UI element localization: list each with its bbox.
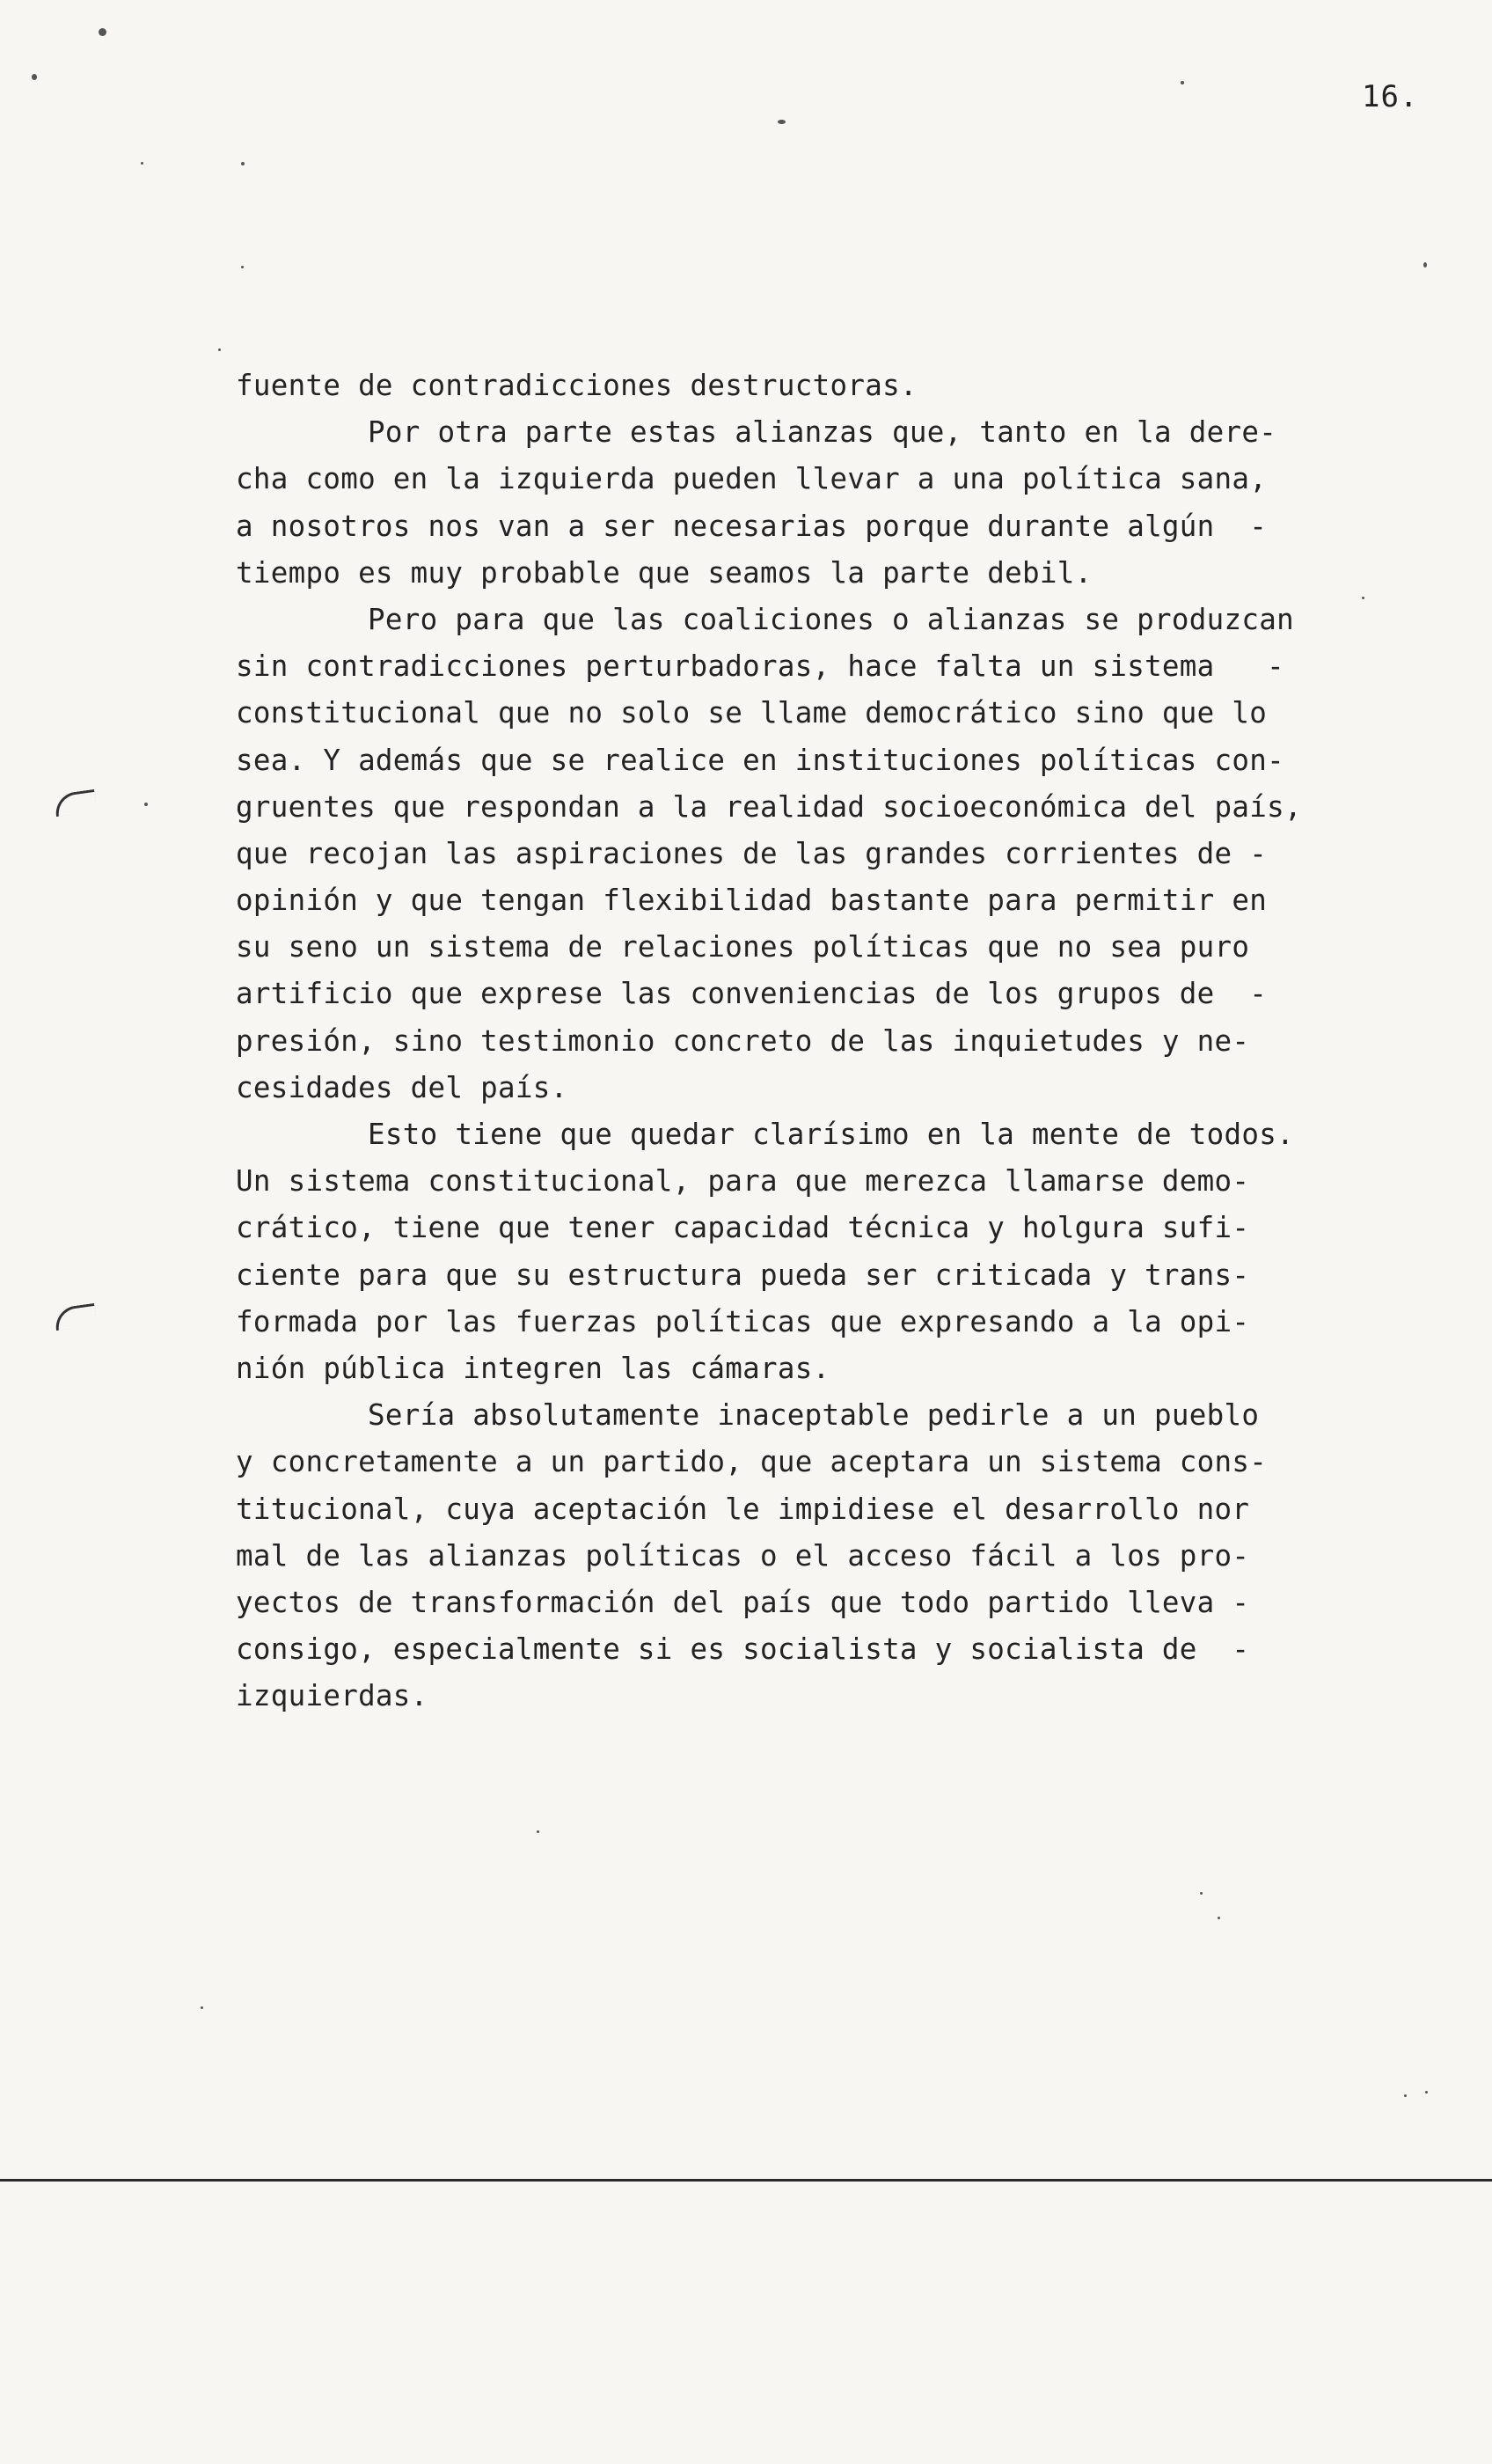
text-line: izquierdas.: [236, 1679, 428, 1713]
text-line: formada por las fuerzas políticas que expresando a la opi-: [236, 1304, 1250, 1338]
scan-speck: [241, 162, 245, 165]
body-text: [236, 363, 1379, 1720]
scan-speck: [537, 1830, 539, 1833]
paragraph: [236, 363, 1379, 409]
text-line: consigo, especialmente si es socialista y socialista de -: [236, 1632, 1250, 1667]
scan-speck: [1218, 1917, 1220, 1919]
scan-speck: [141, 162, 143, 165]
text-line: nión pública integren las cámaras.: [236, 1351, 830, 1385]
margin-mark: [53, 789, 97, 817]
scan-speck: [32, 74, 37, 80]
text-line: crático, tiene que tener capacidad técnica y holgura sufi-: [236, 1211, 1250, 1245]
text-line: artificio que exprese las conveniencias de los grupos de -: [236, 977, 1268, 1011]
text-line: sea. Y además que se realice en instituciones políticas con-: [236, 743, 1284, 777]
text-line: cesidades del país.: [236, 1070, 568, 1104]
scan-speck: [1404, 2094, 1407, 2097]
text-line: Un sistema constitucional, para que merezca llamarse demo-: [236, 1164, 1250, 1199]
scan-speck: [144, 803, 148, 806]
text-line: cha como en la izquierda pueden llevar a una política sana,: [236, 462, 1268, 496]
text-line: gruentes que respondan a la realidad socioeconómica del país,: [236, 789, 1302, 824]
text-line: opinión y que tengan flexibilidad bastante para permitir en: [236, 884, 1268, 918]
scan-speck: [99, 28, 106, 36]
text-line: ciente para que su estructura pueda ser criticada y trans-: [236, 1258, 1250, 1292]
text-line: Pero para que las coaliciones o alianzas se produzcan: [368, 602, 1294, 636]
text-line: Sería absolutamente inaceptable pedirle a un pueblo: [368, 1398, 1260, 1433]
scan-speck: [778, 120, 786, 124]
text-line: a nosotros nos van a ser necesarias porque durante algún -: [236, 509, 1268, 543]
text-line: presión, sino testimonio concreto de las inquietudes y ne-: [236, 1023, 1250, 1058]
text-line: fuente de contradicciones destructoras.: [236, 369, 918, 402]
paragraph: [236, 597, 1379, 1111]
text-line: titucional, cuya aceptación le impidiese el desarrollo nor: [236, 1492, 1250, 1526]
text-line: Esto tiene que quedar clarísimo en la mente de todos.: [368, 1118, 1294, 1151]
text-line: constitucional que no solo se llame democrático sino que lo: [236, 696, 1268, 730]
text-line: su seno un sistema de relaciones políticas que no sea puro: [236, 930, 1250, 964]
text-line: y concretamente a un partido, que aceptara un sistema cons-: [236, 1445, 1268, 1479]
text-line: mal de las alianzas políticas o el acceso fácil a los pro-: [236, 1538, 1250, 1573]
scan-speck: [201, 2006, 203, 2009]
text-line: yectos de transformación del país que todo partido lleva -: [236, 1585, 1250, 1619]
scan-speck: [218, 348, 221, 351]
scan-speck: [1423, 262, 1427, 268]
paragraph: [236, 1392, 1379, 1720]
paragraph: [236, 409, 1379, 597]
scan-speck: [1425, 2091, 1428, 2094]
text-line: que recojan las aspiraciones de las grandes corrientes de -: [236, 836, 1268, 870]
text-line: tiempo es muy probable que seamos la parte debil.: [236, 555, 1093, 590]
margin-mark: [53, 1303, 97, 1331]
scan-speck: [1181, 81, 1184, 84]
page-number: 16.: [1362, 79, 1419, 114]
scan-speck: [1200, 1892, 1203, 1895]
text-line: sin contradicciones perturbadoras, hace falta un sistema -: [236, 649, 1284, 684]
paragraph: [236, 1111, 1379, 1392]
scan-speck: [241, 266, 244, 268]
bottom-rule: [0, 2179, 1492, 2182]
text-line: Por otra parte estas alianzas que, tanto en la dere-: [368, 415, 1277, 450]
